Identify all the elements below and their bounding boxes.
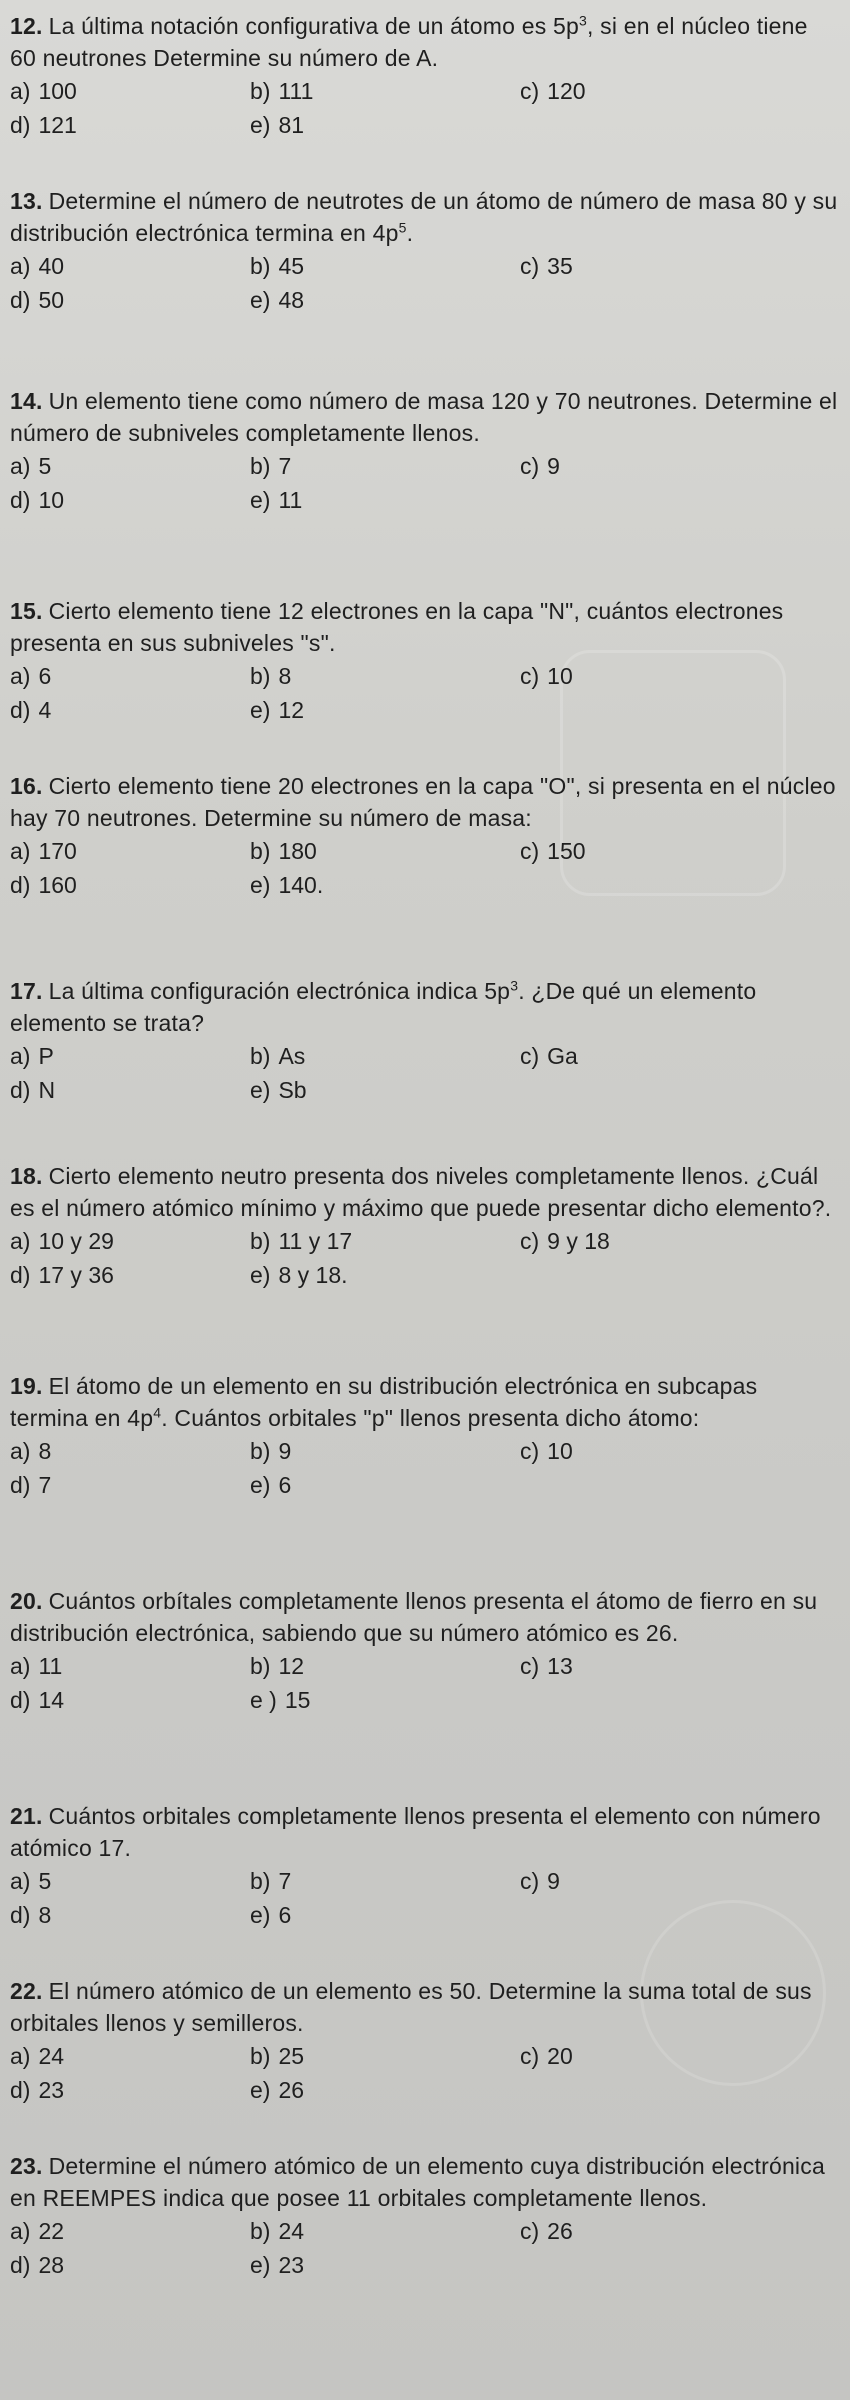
options-row — [10, 2248, 840, 2282]
option-b[interactable]: b) 111 — [250, 78, 314, 104]
options-row — [10, 1864, 840, 1898]
stem-text: El átomo de un elemento en su distribución electrónica en subcapas termina en 4p — [10, 1373, 758, 1431]
options-row — [10, 283, 840, 317]
option-e[interactable]: e) 11 — [250, 487, 303, 513]
question-stem — [10, 385, 840, 449]
options-list — [10, 1039, 840, 1107]
option-d[interactable]: d) 23 — [10, 2077, 65, 2103]
stem-text-end: . ¿De qué un elemento elemento se trata? — [10, 978, 757, 1036]
option-b[interactable]: b) 7 — [250, 453, 292, 479]
options-row — [10, 249, 840, 283]
options-row — [10, 1258, 840, 1292]
option-d[interactable]: d) 4 — [10, 697, 52, 723]
question-number: 16. — [10, 773, 43, 799]
question-block — [10, 1585, 840, 1717]
option-c[interactable]: c) Ga — [520, 1043, 578, 1069]
question-number: 19. — [10, 1373, 43, 1399]
stem-text: Cierto elemento tiene 12 electrones en la capa "N", cuántos electrones presenta en sus subniveles "s". — [10, 598, 784, 656]
option-d[interactable]: d) 160 — [10, 872, 77, 898]
option-e[interactable]: e) 6 — [250, 1902, 292, 1928]
stem-superscript: 5 — [398, 219, 407, 236]
option-c[interactable]: c) 13 — [520, 1653, 573, 1679]
options-list — [10, 249, 840, 317]
option-c[interactable]: c) 35 — [520, 253, 573, 279]
question-stem — [10, 1585, 840, 1649]
question-stem — [10, 1370, 840, 1434]
question-block — [10, 2150, 840, 2282]
stem-superscript: 4 — [153, 1404, 162, 1421]
option-e[interactable]: e) 6 — [250, 1472, 292, 1498]
options-row — [10, 1898, 840, 1932]
question-block — [10, 385, 840, 517]
options-list — [10, 2214, 840, 2282]
question-stem — [10, 10, 840, 74]
question-number: 18. — [10, 1163, 43, 1189]
question-stem — [10, 1160, 840, 1224]
options-row — [10, 1683, 840, 1717]
option-e[interactable]: e) 26 — [250, 2077, 305, 2103]
option-a[interactable]: a) 6 — [10, 663, 52, 689]
option-a[interactable]: a) 22 — [10, 2218, 65, 2244]
options-row — [10, 449, 840, 483]
option-e[interactable]: e) 8 y 18. — [250, 1262, 348, 1288]
options-row — [10, 834, 840, 868]
options-row — [10, 2214, 840, 2248]
options-row — [10, 693, 840, 727]
option-d[interactable]: d) 8 — [10, 1902, 52, 1928]
options-row — [10, 1649, 840, 1683]
options-list — [10, 1864, 840, 1932]
option-a[interactable]: a) 24 — [10, 2043, 65, 2069]
option-d[interactable]: d) 50 — [10, 287, 65, 313]
option-b[interactable]: b) 12 — [250, 1653, 305, 1679]
options-list — [10, 1649, 840, 1717]
question-stem — [10, 770, 840, 834]
stem-superscript: 3 — [510, 977, 519, 994]
question-number: 23. — [10, 2153, 43, 2179]
stem-text-end: , si en el núcleo tiene 60 neutrones Determine su número de A. — [10, 13, 808, 71]
option-c[interactable]: c) 26 — [520, 2218, 573, 2244]
option-a[interactable]: a) 11 — [10, 1653, 63, 1679]
option-b[interactable]: b) 24 — [250, 2218, 305, 2244]
option-c[interactable]: c) 9 — [520, 453, 560, 479]
question-number: 22. — [10, 1978, 43, 2004]
question-number: 17. — [10, 978, 43, 1004]
option-a[interactable]: a) P — [10, 1043, 54, 1069]
option-a[interactable]: a) 5 — [10, 453, 52, 479]
question-stem — [10, 595, 840, 659]
options-row — [10, 1468, 840, 1502]
option-e[interactable]: e) Sb — [250, 1077, 307, 1103]
question-number: 12. — [10, 13, 43, 39]
stem-superscript: 3 — [578, 12, 587, 29]
option-e[interactable]: e) 81 — [250, 112, 305, 138]
options-row — [10, 2073, 840, 2107]
options-list — [10, 74, 840, 142]
question-block — [10, 770, 840, 902]
stem-text: El número atómico de un elemento es 50. Determine la suma total de sus orbitales llenos y semilleros. — [10, 1978, 812, 2036]
question-block — [10, 1160, 840, 1292]
option-b[interactable]: b) As — [250, 1043, 306, 1069]
question-block — [10, 10, 840, 142]
option-d[interactable]: d) 7 — [10, 1472, 52, 1498]
question-stem — [10, 1975, 840, 2039]
option-c[interactable]: c) 9 y 18 — [520, 1228, 610, 1254]
option-e[interactable]: e) 12 — [250, 697, 305, 723]
stem-text: Cierto elemento neutro presenta dos niveles completamente llenos. ¿Cuál es el número atómico mínimo y máximo que puede presentar dicho elemento?. — [10, 1163, 832, 1221]
option-c[interactable]: c) 10 — [520, 663, 573, 689]
option-d[interactable]: d) 17 y 36 — [10, 1262, 114, 1288]
stem-text: La última notación configurativa de un átomo es 5p — [48, 13, 579, 39]
option-a[interactable]: a) 5 — [10, 1868, 52, 1894]
option-c[interactable]: c) 9 — [520, 1868, 560, 1894]
option-b[interactable]: b) 180 — [250, 838, 317, 864]
options-list — [10, 449, 840, 517]
option-a[interactable]: a) 8 — [10, 1438, 52, 1464]
option-a[interactable]: a) 10 y 29 — [10, 1228, 114, 1254]
options-row — [10, 1039, 840, 1073]
stem-text: Determine el número atómico de un elemento cuya distribución electrónica en REEMPES indica que posee 11 orbitales completamente llenos. — [10, 2153, 825, 2211]
stem-text: Un elemento tiene como número de masa 120 y 70 neutrones. Determine el número de subniveles completamente llenos. — [10, 388, 838, 446]
option-e[interactable]: e) 48 — [250, 287, 305, 313]
option-b[interactable]: b) 7 — [250, 1868, 292, 1894]
option-c[interactable]: c) 120 — [520, 78, 586, 104]
option-d[interactable]: d) 14 — [10, 1687, 65, 1713]
option-b[interactable]: b) 9 — [250, 1438, 292, 1464]
question-stem — [10, 1800, 840, 1864]
option-a[interactable]: a) 170 — [10, 838, 77, 864]
option-e[interactable]: e) 140. — [250, 872, 324, 898]
question-number: 20. — [10, 1588, 43, 1614]
question-block — [10, 595, 840, 727]
question-number: 14. — [10, 388, 43, 414]
question-block — [10, 1800, 840, 1932]
question-number: 15. — [10, 598, 43, 624]
option-e[interactable]: e ) 15 — [250, 1687, 311, 1713]
option-d[interactable]: d) 28 — [10, 2252, 65, 2278]
option-d[interactable]: d) 10 — [10, 487, 65, 513]
stem-text-end: . — [406, 220, 414, 246]
options-row — [10, 1434, 840, 1468]
question-block — [10, 975, 840, 1107]
stem-text-end: . Cuántos orbitales "p" llenos presenta dicho átomo: — [161, 1405, 700, 1431]
option-c[interactable]: c) 10 — [520, 1438, 573, 1464]
option-d[interactable]: d) 121 — [10, 112, 77, 138]
options-row — [10, 2039, 840, 2073]
options-row — [10, 108, 840, 142]
question-block — [10, 185, 840, 317]
option-d[interactable]: d) N — [10, 1077, 56, 1103]
question-number: 13. — [10, 188, 43, 214]
question-block — [10, 1370, 840, 1502]
option-b[interactable]: b) 45 — [250, 253, 305, 279]
options-row — [10, 1224, 840, 1258]
options-list — [10, 834, 840, 902]
stem-text: Cuántos orbítales completamente llenos presenta el átomo de fierro en su distribución electrónica, sabiendo que su número atómico es 26. — [10, 1588, 818, 1646]
option-c[interactable]: c) 20 — [520, 2043, 573, 2069]
question-stem — [10, 975, 840, 1039]
options-list — [10, 1224, 840, 1292]
question-stem — [10, 2150, 840, 2214]
option-e[interactable]: e) 23 — [250, 2252, 305, 2278]
options-row — [10, 483, 840, 517]
question-stem — [10, 185, 840, 249]
option-b[interactable]: b) 8 — [250, 663, 292, 689]
options-row — [10, 1073, 840, 1107]
options-row — [10, 868, 840, 902]
option-c[interactable]: c) 150 — [520, 838, 586, 864]
options-list — [10, 2039, 840, 2107]
stem-text: Cuántos orbitales completamente llenos presenta el elemento con número atómico 17. — [10, 1803, 821, 1861]
options-row — [10, 659, 840, 693]
options-list — [10, 659, 840, 727]
stem-text: La última configuración electrónica indica 5p — [48, 978, 511, 1004]
option-b[interactable]: b) 11 y 17 — [250, 1228, 353, 1254]
question-block — [10, 1975, 840, 2107]
option-a[interactable]: a) 40 — [10, 253, 65, 279]
option-a[interactable]: a) 100 — [10, 78, 77, 104]
options-list — [10, 1434, 840, 1502]
stem-text: Cierto elemento tiene 20 electrones en la capa "O", si presenta en el núcleo hay 70 neutrones. Determine su número de masa: — [10, 773, 836, 831]
stem-text: Determine el número de neutrotes de un átomo de número de masa 80 y su distribución electrónica termina en 4p — [10, 188, 838, 246]
option-b[interactable]: b) 25 — [250, 2043, 305, 2069]
question-number: 21. — [10, 1803, 43, 1829]
options-row — [10, 74, 840, 108]
